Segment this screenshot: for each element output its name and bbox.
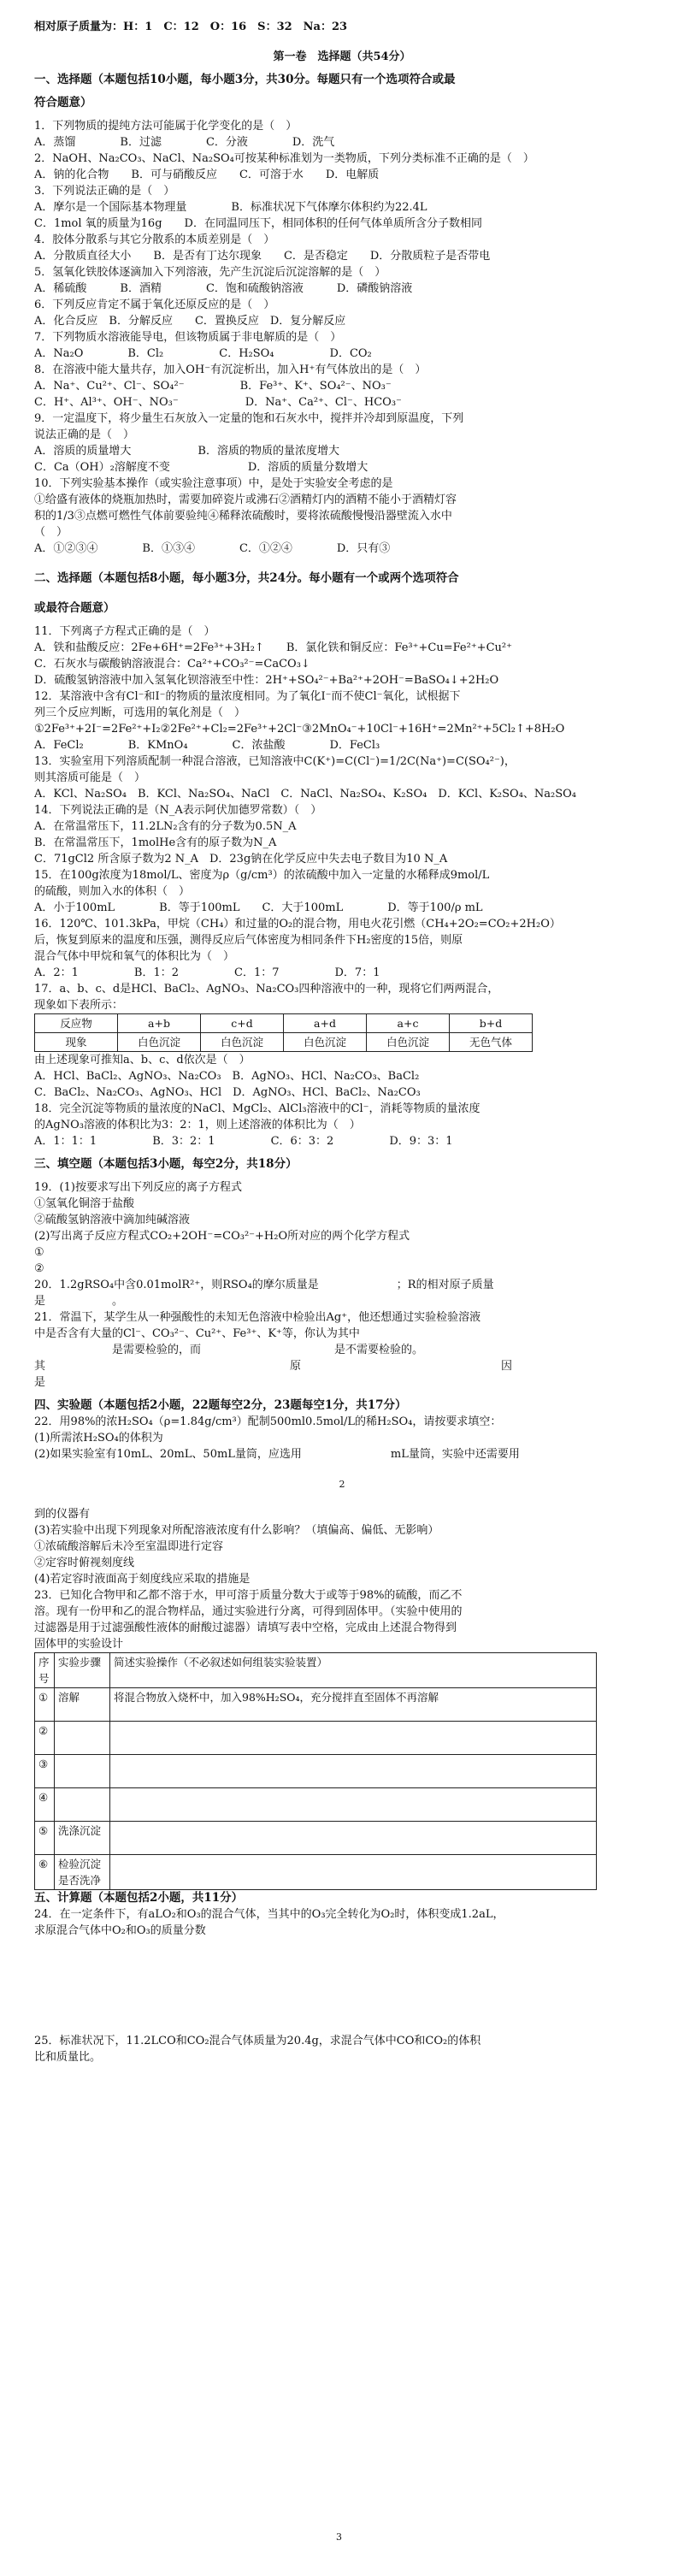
question-line: A．分散质直径大小 B．是否有丁达尔现象 C．是否稳定 D．分散质粒子是否带电 [34,250,491,263]
question-line: 1．下列物质的提纯方法可能属于化学变化的是（ ） [34,120,298,133]
table-row [35,1653,597,1688]
table-header-cell: b+d [450,1014,533,1033]
question-line: 3．下列说法正确的是（ ） [34,185,175,198]
question-line: A．摩尔是一个国际基本物理量 B．标准状况下气体摩尔体积约为22.4L [34,201,427,214]
table-header-cell: c+d [201,1014,284,1033]
table-row [35,1855,597,1890]
question-line: ①氢氧化铜溶于盐酸 [34,1197,135,1210]
content-column [34,19,650,2065]
question-line: A．Na⁺、Cu²⁺、Cl⁻、SO₄²⁻ B．Fe³⁺、K⁺、SO₄²⁻、NO₃⁻ [34,380,392,393]
table-header-cell: 简述实验操作（不必叙述如何组装实验装置） [110,1653,597,1688]
table-cell [55,1722,110,1755]
section3-questions [34,1179,650,1391]
table-cell: ④ [35,1788,55,1822]
table-header-cell: 反应物 [35,1014,118,1033]
question-line: 是需要检验的，而 是不需要检验的。 [34,1344,424,1356]
question-line: 溶。现有一份甲和乙的混合物样品，通过实验进行分离，可得到固体甲。（实验中使用的 [34,1605,463,1618]
question-line: 现象如下表所示： [34,999,124,1012]
question-line: A．Na₂O B．Cl₂ C．H₂SO₄ D．CO₂ [34,347,372,360]
question-line: B．在常温常压下，1molHe含有的原子数为N_A [34,836,277,849]
question-line: 固体甲的实验设计 [34,1638,124,1651]
section4-questions [34,1414,650,1462]
section2-title-cont: 或最符合题意） [34,601,115,615]
question-line: 5．氢氧化铁胶体逐滴加入下列溶液，先产生沉淀后沉淀溶解的是（ ） [34,266,386,279]
question-line: 9．一定温度下，将少量生石灰放入一定量的饱和石灰水中，搅拌并冷却到原温度，下列 [34,412,464,425]
table-cell [110,1722,597,1755]
section1-questions [34,118,650,557]
table-cell: ③ [35,1755,55,1788]
question-line: 16．120℃、101.3kPa，甲烷（CH₄）和过量的O₂的混合物，用电火花引燃（CH₄+2O₂=CO₂+2H₂O） [34,918,561,931]
question-line: ① [34,1246,44,1259]
question-line: A．①②③④ B．①③④ C．①②④ D．只有③ [34,542,391,555]
section5-title: 五、计算题（本题包括2小题，共11分） [34,1891,244,1905]
question-line: 7．下列物质水溶液能导电，但该物质属于非电解质的是（ ） [34,331,342,344]
question-line: (1)所需浓H₂SO₄的体积为 [34,1432,163,1445]
table-row [35,1788,597,1822]
question-line: 18．完全沉淀等物质的量浓度的NaCl、MgCl₂、AlCl₃溶液中的Cl⁻，消耗等物质的量浓度 [34,1102,480,1115]
question-line: 是 。 [34,1295,124,1308]
section1-title-cont: 符合题意） [34,96,92,109]
question-line: 列三个反应判断，可选用的氧化剂是（ ） [34,706,246,719]
question-line: 其 原 因 [34,1360,513,1373]
question-line: 6．下列反应肯定不属于氧化还原反应的是（ ） [34,298,275,311]
question-line: A．蒸馏 B．过滤 C．分液 D．洗气 [34,136,335,149]
question-line: 求原混合气体中O₂和O₃的质量分数 [34,1924,206,1937]
question-line: ①给盛有液体的烧瓶加热时，需要加碎瓷片或沸石②酒精灯内的酒精不能小于酒精灯容 [34,493,457,506]
question-line: 说法正确的是（ ） [34,428,135,441]
table-cell: ⑥ [35,1855,55,1890]
question-line: ② [34,1262,44,1275]
question-line: 后，恢复到原来的温度和压强，测得反应后气体密度为相同条件下H₂密度的15倍，则原 [34,934,463,947]
question-line: 中是否含有大量的Cl⁻、CO₃²⁻、Cu²⁺、Fe³⁺、K⁺等，你认为其中 [34,1327,360,1340]
section2-questions-cont [34,1052,650,1149]
question-line: ①浓硫酸溶解后未冷至室温即进行定容 [34,1540,224,1553]
table-cell: 无色气体 [450,1033,533,1052]
section5-questions-cont [34,2033,650,2065]
question-line: A．钠的化合物 B．可与硝酸反应 C．可溶于水 D．电解质 [34,168,380,181]
question-line: A．FeCl₂ B．KMnO₄ C．浓盐酸 D．FeCl₃ [34,739,380,752]
question-line: 14．下列说法正确的是（N_A表示阿伏加德罗常数）（ ） [34,804,322,817]
table-cell: 白色沉淀 [367,1033,450,1052]
question-line: 11．下列离子方程式正确的是（ ） [34,625,215,638]
table-cell: 白色沉淀 [201,1033,284,1052]
section4-title: 四、实验题（本题包括2小题，22题每空2分，23题每空1分，共17分） [34,1398,407,1412]
part1-title: 第一卷 选择题（共54分） [273,50,411,63]
q17-table-header [35,1014,533,1033]
question-line: 22．用98%的浓H₂SO₄（ρ=1.84g/cm³）配制500ml0.5mol/L的稀H₂SO₄，请按要求填空： [34,1415,502,1428]
table-header-cell: a+c [367,1014,450,1033]
table-cell: 检验沉淀是否洗净 [55,1855,110,1890]
section3-title: 三、填空题（本题包括3小题，每空2分，共18分） [34,1157,298,1171]
table-cell: 白色沉淀 [118,1033,201,1052]
section1-title: 一、选择题（本题包括10小题，每小题3分，共30分。每题只有一个选项符合或最 [34,73,456,86]
question-line: 积的1/3③点燃可燃性气体前要验纯④稀释浓硫酸时，要将浓硫酸慢慢沿器壁流入水中 [34,510,452,523]
question-line: 19．(1)按要求写出下列反应的离子方程式 [34,1181,242,1194]
question-line: C．Ca（OH）₂溶解度不变 D．溶质的质量分数增大 [34,461,368,474]
question-line: 4．胶体分散系与其它分散系的本质差别是（ ） [34,233,275,246]
question-line: 10．下列实验基本操作（或实验注意事项）中，是处于实验安全考虑的是 [34,477,393,490]
table-cell: 将混合物放入烧杯中，加入98%H₂SO₄，充分搅拌直至固体不再溶解 [110,1688,597,1722]
page-number-3: 3 [336,2532,342,2543]
section2-questions [34,623,650,1013]
table-header-cell: 实验步骤 [55,1653,110,1688]
question-line: 20．1.2gRSO₄中含0.01molR²⁺，则RSO₄的摩尔质量是 ；R的相对原子质量 [34,1279,494,1291]
question-line: A．在常温常压下，11.2LN₂含有的分子数为0.5N_A [34,820,297,833]
table-cell [110,1822,597,1855]
page-number-2: 2 [339,1479,345,1490]
question-line: 12．某溶液中含有Cl⁻和I⁻的物质的量浓度相同。为了氧化I⁻而不使Cl⁻氧化，试根据下 [34,690,461,703]
question-line: 的硫酸，则加入水的体积（ ） [34,885,191,898]
question-line: A．溶质的质量增大 B．溶质的物质的量浓度增大 [34,445,339,458]
table-cell [110,1788,597,1822]
question-line: (2)写出离子反应方程式CO₂+2OH⁻=CO₃²⁻+H₂O所对应的两个化学方程式 [34,1230,410,1243]
question-line: 是 [34,1376,46,1389]
question-line: 15．在100g浓度为18mol/L、密度为ρ（g/cm³）的浓硫酸中加入一定量的水稀释成9mol/L [34,869,490,882]
question-line: 则其溶质可能是（ ） [34,771,146,784]
question-line: (3)若实验中出现下列现象对所配溶液浓度有什么影响？（填偏高、偏低、无影响） [34,1524,439,1537]
table-cell [55,1788,110,1822]
question-line: 比和质量比。 [34,2051,102,2064]
question-line: 25．标准状况下，11.2LCO和CO₂混合气体质量为20.4g，求混合气体中CO和CO₂的体积 [34,2035,481,2047]
question-line: D．硫酸氢钠溶液中加入氢氧化钡溶液至中性：2H⁺+SO₄²⁻+Ba²⁺+2OH⁻=BaSO₄↓+2H₂O [34,674,499,687]
question-line: 的AgNO₃溶液的体积比为3：2：1，则上述溶液的体积比为（ ） [34,1119,361,1131]
question-line: 到的仪器有 [34,1508,91,1521]
question-line: A．2：1 B．1：2 C．1：7 D．7：1 [34,966,380,979]
table-cell: ⑤ [35,1822,55,1855]
question-line: 17．a、b、c、d是HCl、BaCl₂、AgNO₃、Na₂CO₃四种溶液中的一种，现将它们两两混合， [34,983,499,996]
section4-questions-cont [34,1506,650,1652]
atomic-mass-header: 相对原子质量为：H：1 C：12 O：16 S：32 Na：23 [34,21,348,33]
table-cell [110,1755,597,1788]
table-header-cell: a+b [118,1014,201,1033]
question-line: A．化合反应 B．分解反应 C．置换反应 D．复分解反应 [34,315,346,328]
question-line: 混合气体中甲烷和氧气的体积比为（ ） [34,950,235,963]
question-line: (4)若定容时液面高于刻度线应采取的措施是 [34,1573,251,1586]
table-cell: 白色沉淀 [284,1033,367,1052]
question-line: C．BaCl₂、Na₂CO₃、AgNO₃、HCl D．AgNO₃、HCl、BaCl₂、Na₂CO₃ [34,1086,421,1099]
question-line: A．铁和盐酸反应：2Fe+6H⁺=2Fe³⁺+3H₂↑ B．氯化铁和铜反应：Fe³⁺+Cu=Fe²⁺+Cu²⁺ [34,641,512,654]
question-line: C．H⁺、Al³⁺、OH⁻、NO₃⁻ D．Na⁺、Ca²⁺、Cl⁻、HCO₃⁻ [34,396,402,409]
question-line: C．石灰水与碳酸钠溶液混合：Ca²⁺+CO₃²⁻=CaCO₃↓ [34,658,310,671]
question-line: ②定容时俯视刻度线 [34,1557,135,1569]
question-line: A．HCl、BaCl₂、AgNO₃、Na₂CO₃ B．AgNO₃、HCl、Na₂CO₃、BaCl₂ [34,1070,420,1083]
question-line: ②硫酸氢钠溶液中滴加纯碱溶液 [34,1214,191,1226]
question-line: A．稀硫酸 B．酒精 C．饱和硫酸钠溶液 D．磷酸钠溶液 [34,282,413,295]
table-cell: 洗涤沉淀 [55,1822,110,1855]
question-line: 13．实验室用下列溶质配制一种混合溶液，已知溶液中C(K⁺)=C(Cl⁻)=1/2C(Na⁺)=C(SO₄²⁻)， [34,755,516,768]
question-line: A．小于100mL B．等于100mL C．大于100mL D．等于100/ρ mL [34,901,483,914]
table-row [35,1688,597,1722]
question-line: 2．NaOH、Na₂CO₃、NaCl、Na₂SO₄可按某种标准划为一类物质，下列分类标准不正确的是（ ） [34,152,534,165]
table-cell [110,1855,597,1890]
table-cell: 溶解 [55,1688,110,1722]
table-cell: 现象 [35,1033,118,1052]
question-line: 由上述现象可推知a、b、c、d依次是（ ） [34,1054,251,1066]
q17-table-row [35,1033,533,1052]
question-line: （ ） [34,526,68,539]
question-line: A．KCl、Na₂SO₄ B．KCl、Na₂SO₄、NaCl C．NaCl、Na₂SO₄、K₂SO₄ D．KCl、K₂SO₄、Na₂SO₄ [34,788,577,801]
table-cell: ② [35,1722,55,1755]
question-line: 21．常温下，某学生从一种强酸性的未知无色溶液中检验出Ag⁺，他还想通过实验检验溶液 [34,1311,481,1324]
question-line: C．1mol 氧的质量为16g D．在同温同压下，相同体积的任何气体单质所含分子数相同 [34,217,482,230]
table-header-cell: 序号 [35,1653,55,1688]
table-cell: ① [35,1688,55,1722]
question-line: 23．已知化合物甲和乙都不溶于水，甲可溶于质量分数大于或等于98%的硫酸，而乙不 [34,1589,463,1602]
table-row [35,1822,597,1855]
table-row [35,1722,597,1755]
question-line: 24．在一定条件下，有aLO₂和O₃的混合气体，当其中的O₃完全转化为O₂时，体积变成1.2aL， [34,1908,504,1921]
q23-table [34,1652,597,1890]
question-line: A．1：1：1 B．3：2：1 C．6：3：2 D．9：3：1 [34,1135,453,1148]
table-cell [55,1755,110,1788]
question-line: (2)如果实验室有10mL、20mL、50mL量筒，应选用 mL量筒，实验中还需要用 [34,1448,520,1461]
question-line: ①2Fe³⁺+2I⁻=2Fe²⁺+I₂②2Fe²⁺+Cl₂=2Fe³⁺+2Cl⁻③2MnO₄⁻+10Cl⁻+16H⁺=2Mn²⁺+5Cl₂↑+8H₂O [34,723,565,736]
table-header-cell: a+d [284,1014,367,1033]
question-line: 过滤器是用于过滤强酸性液体的耐酸过滤器）请填写表中空格，完成由上述混合物得到 [34,1622,457,1634]
q17-table [34,1013,533,1052]
question-line: C．71gCl2 所含原子数为2 N_A D．23g钠在化学反应中失去电子数目为10 N_A [34,853,448,866]
table-row [35,1755,597,1788]
section2-title: 二、选择题（本题包括8小题，每小题3分，共24分。每小题有一个或两个选项符合 [34,571,459,585]
question-line: 8．在溶液中能大量共存，加入OH⁻有沉淀析出，加入H⁺有气体放出的是（ ） [34,363,427,376]
section5-questions [34,1906,650,1939]
